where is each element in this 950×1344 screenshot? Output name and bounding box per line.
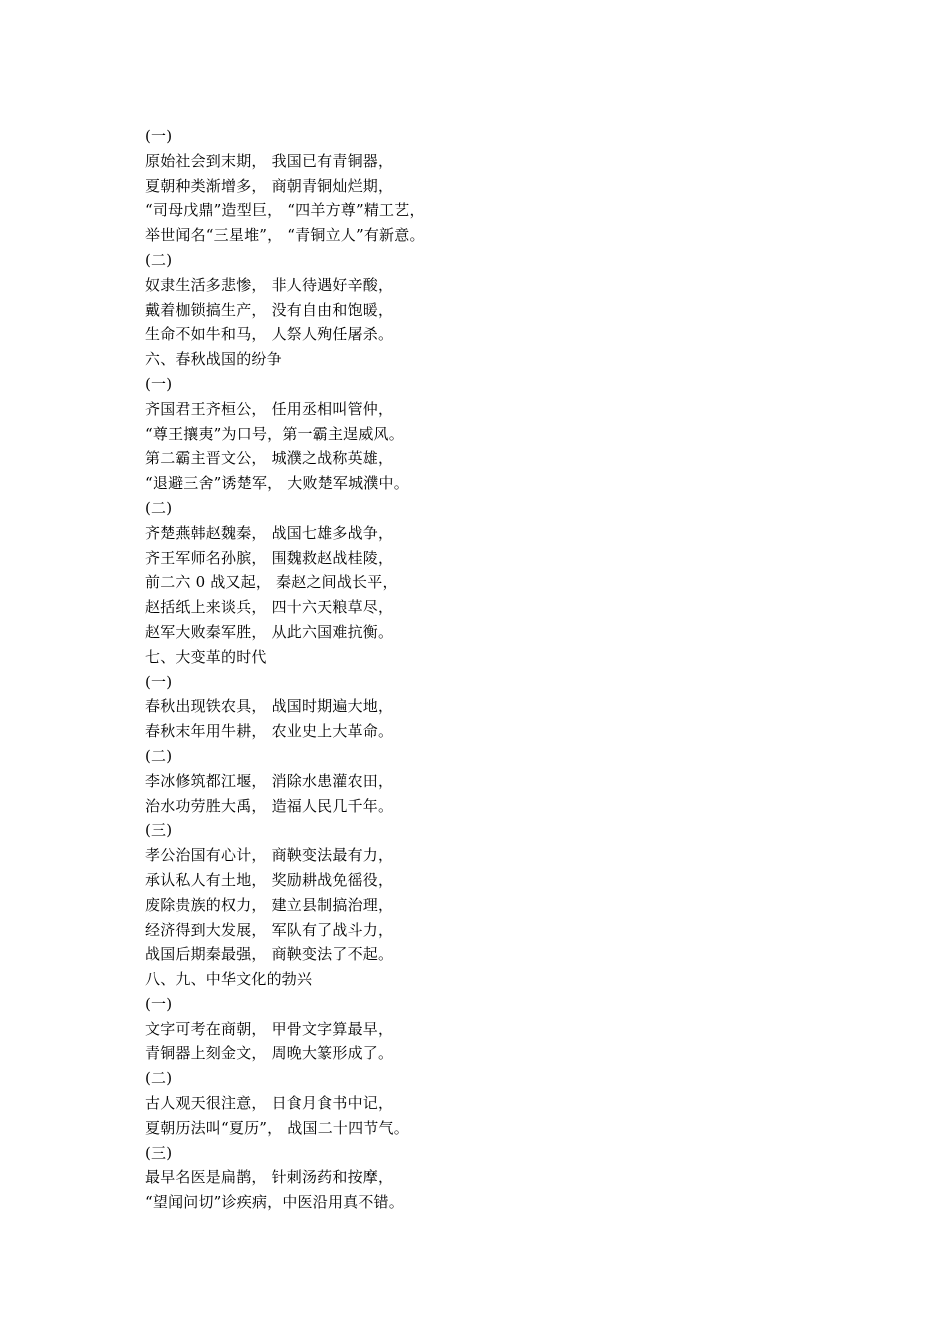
text-line: 夏朝历法叫“夏历”， 战国二十四节气。 bbox=[145, 1118, 409, 1137]
text-line: (三) bbox=[145, 1143, 173, 1162]
text-line: 青铜器上刻金文， 周晚大篆形成了。 bbox=[145, 1044, 394, 1063]
document-body bbox=[145, 124, 865, 1215]
text-line: 八、九、中华文化的勃兴 bbox=[145, 970, 313, 989]
text-line: 举世闻名“三星堆”， “青铜立人”有新意。 bbox=[145, 226, 425, 245]
text-line: 战国后期秦最强， 商鞅变法了不起。 bbox=[145, 945, 394, 964]
text-line: 李冰修筑都江堰， 消除水患灌农田， bbox=[145, 771, 394, 790]
text-line: (二) bbox=[145, 1069, 173, 1088]
text-line: 古人观天很注意， 日食月食书中记， bbox=[145, 1094, 394, 1113]
text-line: “尊王攘夷”为口号，第一霸主逞威风。 bbox=[145, 424, 404, 443]
text-line: 春秋末年用牛耕， 农业史上大革命。 bbox=[145, 722, 394, 741]
text-line: (二) bbox=[145, 746, 173, 765]
text-line: 前二六 0 战又起， 秦赵之间战长平， bbox=[145, 573, 398, 592]
text-line: 治水功劳胜大禹， 造福人民几千年。 bbox=[145, 796, 394, 815]
text-line: (一) bbox=[145, 994, 173, 1013]
text-line: (二) bbox=[145, 250, 173, 269]
text-line: (一) bbox=[145, 127, 173, 145]
text-line: 齐国君王齐桓公， 任用丞相叫管仲， bbox=[145, 399, 394, 418]
text-line: 赵军大败秦军胜， 从此六国难抗衡。 bbox=[145, 622, 394, 641]
text-line: “司母戊鼎”造型巨， “四羊方尊”精工艺， bbox=[145, 201, 425, 220]
text-line: 奴隶生活多悲惨， 非人待遇好辛酸， bbox=[145, 275, 394, 294]
text-line: 原始社会到末期， 我国已有青铜器， bbox=[145, 151, 394, 170]
text-line: (二) bbox=[145, 498, 173, 517]
text-line: 戴着枷锁搞生产， 没有自由和饱暖， bbox=[145, 300, 394, 319]
text-line: “望闻问切”诊疾病，中医沿用真不错。 bbox=[145, 1193, 404, 1212]
text-line: 废除贵族的权力， 建立县制搞治理， bbox=[145, 895, 394, 914]
text-line: (一) bbox=[145, 374, 173, 393]
text-line: 经济得到大发展， 军队有了战斗力， bbox=[145, 920, 394, 939]
text-line: (一) bbox=[145, 672, 173, 691]
text-line: “退避三舍”诱楚军， 大败楚军城濮中。 bbox=[145, 474, 409, 493]
text-line: 夏朝种类渐增多， 商朝青铜灿烂期， bbox=[145, 176, 394, 195]
text-line: 生命不如牛和马， 人祭人殉任屠杀。 bbox=[145, 325, 394, 344]
text-line: 春秋出现铁农具， 战国时期遍大地， bbox=[145, 697, 394, 716]
text-line: 最早名医是扁鹊， 针刺汤药和按摩， bbox=[145, 1168, 394, 1187]
text-line: 六、春秋战国的纷争 bbox=[145, 350, 282, 369]
text-line: 文字可考在商朝， 甲骨文字算最早， bbox=[145, 1019, 394, 1038]
text-line: 承认私人有土地， 奖励耕战免徭役， bbox=[145, 870, 394, 889]
text-line: 第二霸主晋文公， 城濮之战称英雄， bbox=[145, 449, 394, 468]
text-line: 七、大变革的时代 bbox=[145, 647, 267, 666]
text-line: 齐楚燕韩赵魏秦， 战国七雄多战争， bbox=[145, 523, 394, 542]
text-line: 赵括纸上来谈兵， 四十六天粮草尽， bbox=[145, 598, 394, 617]
text-line: (三) bbox=[145, 821, 173, 840]
text-line: 孝公治国有心计， 商鞅变法最有力， bbox=[145, 846, 394, 865]
text-line: 齐王军师名孙膑， 围魏救赵战桂陵， bbox=[145, 548, 394, 567]
